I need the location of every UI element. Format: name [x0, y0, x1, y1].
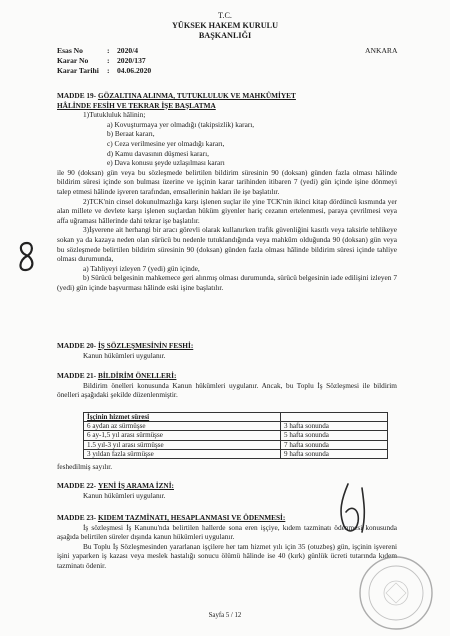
table-header-row [84, 413, 388, 422]
meta-value: 2020/137 [117, 56, 146, 65]
table-cell: 6 ay-1,5 yıl arası sürmüşse [84, 431, 281, 440]
meta-row-tarih: Karar Tarihi : 04.06.2020 [57, 66, 152, 75]
table-cell: 1.5 yıl-3 yıl arası sürmüşse [84, 440, 281, 449]
article-21 [57, 371, 397, 400]
table-cell: 7 hafta sonunda [281, 440, 388, 449]
article-19-p1-intro: 1)Tutukluluk hâlinin; [83, 110, 146, 120]
meta-label: Esas No [57, 46, 83, 55]
article-19-p1-cont: ile 90 (doksan) gün veya bu sözleşmede belirtilen bildirim süresinin 90 (doksan) günden fazla olması hâlinde bildirim süresi içinde son bulması üzerine ve işçinin karar tarihinden itibaren 7 (yedi) gün içinde işine dönmeyi talep etmesi hâlinde işveren tarafından, emsallerinin hakları ile işe başlatılır. [57, 167, 397, 196]
article-19-p2: 2)TCK'nin cinsel dokunulmazlığa karşı işlenen suçlar ile yine TCK'nin ikinci kitap dördüncü kısmında yer alan millete ve devlete karşı işlenen suçlardan hüküm giyenler hariç cezanın ertelenmesi, paraya çevrilmesi veya affa uğraması hâllerinde dahi tekrar işe başlatılır. [57, 196, 397, 225]
list-item: e) Dava konusu şeyde uzlaşılması kararı [107, 158, 225, 168]
table-cell: 9 hafta sonunda [281, 449, 388, 458]
article-21-heading: MADDE 21- BİLDİRİM ÖNELLERİ: [57, 371, 177, 380]
header-tc: T.C. [218, 11, 232, 20]
meta-label: Karar No [57, 56, 89, 65]
article-23-p1: İş sözleşmesi İş Kanunu'nda belirtilen hallerde sona eren işçiye, kıdem tazminatı ödenmesi konusunda aşağıda belirtilen süreler dışında kanun hükümleri uygulanır. [57, 522, 397, 542]
notice-period-table [83, 412, 388, 459]
city-label: ANKARA [365, 46, 398, 55]
article-21-after-table: feshedilmiş sayılır. [57, 462, 113, 471]
meta-label: Karar Tarihi [57, 66, 99, 75]
table-header-cell: İşçinin hizmet süresi [84, 413, 281, 422]
table-row [84, 449, 388, 458]
handwritten-initial-mark [14, 240, 40, 274]
table-cell: 5 hafta sonunda [281, 431, 388, 440]
article-22 [57, 481, 397, 500]
list-item: d) Kamu davasının düşmesi kararı, [107, 148, 209, 158]
list-item: b) Beraat kararı, [107, 129, 155, 139]
article-20 [57, 341, 397, 360]
meta-value: 2020/4 [117, 46, 139, 55]
meta-row-esas: Esas No : 2020/4 [57, 46, 139, 55]
table-header-cell [281, 413, 388, 422]
article-21-text: Bildirim önelleri konusunda Kanun hükümleri uygulanır. Ancak, bu Toplu İş Sözleşmesi ile bildirim önelleri aşağıdaki şekilde düzenlenmiştir. [57, 380, 397, 400]
table-cell: 3 yıldan fazla sürmüşse [84, 449, 281, 458]
article-19-heading: MADDE 19- GÖZALTINA ALINMA, TUTUKLULUK VE MAHKÛMİYET [57, 91, 296, 100]
article-23 [57, 513, 397, 571]
article-23-p2: Bu Toplu İş Sözleşmesinden yararlanan işçilere her tam hizmet yılı için 35 (otuzbeş) gün, işçinin işvereni işini yaparken iş kazası veya meslek hastalığı sonucu ölümü hâlinde ise 40 (kırk) günlük ücreti tutarında kıdem tazminatı ödenir. [57, 541, 397, 570]
article-22-heading: MADDE 22- YENİ İŞ ARAMA İZNİ: [57, 481, 174, 490]
table-cell: 3 hafta sonunda [281, 422, 388, 431]
article-20-text: Kanun hükümleri uygulanır. [83, 350, 166, 360]
table-cell: 6 aydan az sürmüşse [84, 422, 281, 431]
list-item: a) Kovuşturmaya yer olmadığı (takipsizlik) kararı, [107, 119, 255, 129]
article-19-p3-a: a) Tahliyeyi izleyen 7 (yedi) gün içinde, [83, 263, 200, 273]
article-20-heading: MADDE 20- İŞ SÖZLEŞMESİNİN FESHİ: [57, 341, 194, 350]
article-23-heading: MADDE 23- KIDEM TAZMİNATI, HESAPLANMASI VE ÖDENMESİ: [57, 513, 286, 522]
article-19 [57, 91, 397, 292]
meta-row-karar: Karar No : 2020/137 [57, 56, 146, 65]
table-row [84, 431, 388, 440]
page-number: Sayfa 5 / 12 [208, 612, 242, 619]
table-row [84, 422, 388, 431]
header-presidency: BAŞKANLIĞI [198, 31, 252, 40]
meta-value: 04.06.2020 [117, 66, 152, 75]
table-row [84, 440, 388, 449]
article-19-p3: 3)İşverene ait herhangi bir aracı görevli olarak kullanırken trafik güvenliğini kasıtlı veya taksirle tehlikeye sokan ya da kazaya neden olan sürücü bu nedenle tutuklandığında veya mahkûm olduğunda 90 (doksan) gün veya bu sözleşmede belirtilen bildirim süresinin 90 (doksan) günden fazla olması hâlinde bildirim süresi içinde tahliye olması durumunda, [57, 225, 397, 264]
list-item: c) Ceza verilmesine yer olmadığı kararı, [107, 138, 225, 148]
article-19-p3-b: b) Sürücü belgesinin mahkemece geri alınmış olması durumunda, sürücü belgesinin iade edilişini izleyen 7 (yedi) gün içinde başvurması hâlinde eski işine başlatılır. [57, 273, 397, 292]
article-22-text: Kanun hükümleri uygulanır. [83, 490, 166, 500]
article-19-heading-cont: HÂLİNDE FESİH VE TEKRAR İŞE BAŞLATMA [57, 100, 216, 110]
header-institution: YÜKSEK HAKEM KURULU [172, 21, 278, 30]
